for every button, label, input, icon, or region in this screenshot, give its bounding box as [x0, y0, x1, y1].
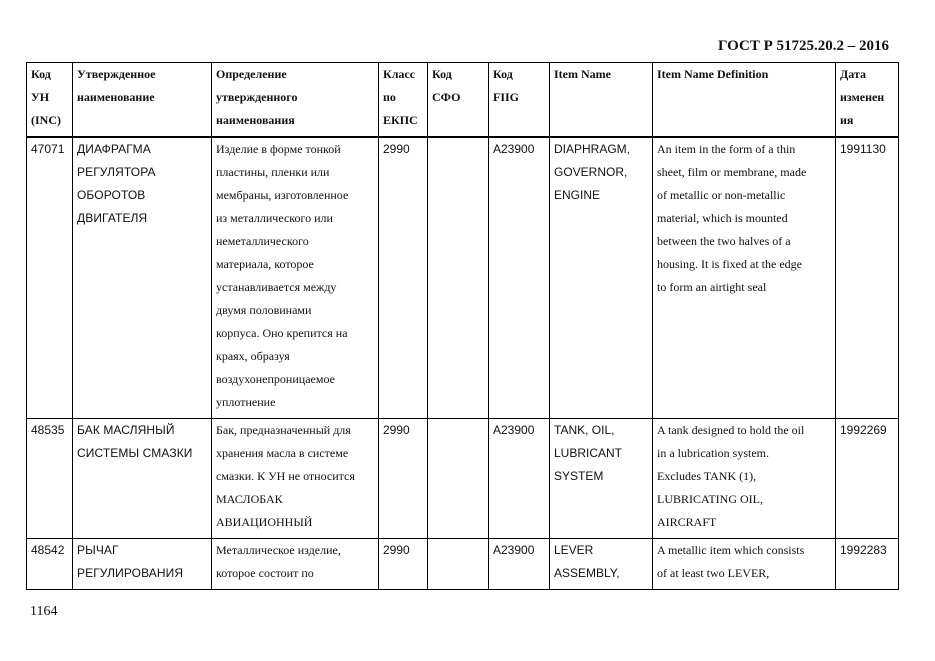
cell-item-definition — [653, 137, 836, 419]
cell-class — [379, 137, 428, 419]
header-line: Код — [432, 67, 452, 81]
table-row — [27, 137, 899, 419]
cell-line: которое состоит по — [216, 566, 314, 580]
header-line: Код — [493, 67, 513, 81]
cell-line: РЕГУЛЯТОРА — [77, 165, 156, 179]
cell-definition — [212, 419, 379, 539]
cell-line: in a lubrication system. — [657, 446, 769, 460]
cell-value: 2990 — [383, 423, 410, 437]
cell-line: краях, образуя — [216, 349, 290, 363]
cell-line: воздухонепроницаемое — [216, 372, 335, 386]
cell-line: СИСТЕМЫ СМАЗКИ — [77, 446, 193, 460]
header-item-definition — [653, 63, 836, 138]
cell-change-date — [836, 419, 899, 539]
cell-fiig — [489, 419, 550, 539]
header-line: ия — [840, 113, 854, 127]
header-line: Дата — [840, 67, 866, 81]
cell-line: sheet, film or membrane, made — [657, 165, 807, 179]
cell-line: АВИАЦИОННЫЙ — [216, 515, 313, 529]
header-line: Класс — [383, 67, 416, 81]
header-inc — [27, 63, 73, 138]
cell-value: 1992269 — [840, 423, 887, 437]
cell-line: Бак, предназначенный для — [216, 423, 351, 437]
cell-line: Excludes TANK (1), — [657, 469, 757, 483]
specification-table — [26, 62, 899, 590]
header-line: ЕКПС — [383, 113, 418, 127]
cell-definition — [212, 539, 379, 590]
cell-line: DIAPHRAGM, — [554, 142, 631, 156]
cell-inc — [27, 419, 73, 539]
cell-line: БАК МАСЛЯНЫЙ — [77, 423, 175, 437]
header-approved-name — [73, 63, 212, 138]
cell-value: 2990 — [383, 543, 410, 557]
cell-item-name — [550, 137, 653, 419]
cell-line: хранения масла в системе — [216, 446, 349, 460]
header-change-date — [836, 63, 899, 138]
cell-line: housing. It is fixed at the edge — [657, 257, 802, 271]
header-line: изменен — [840, 90, 885, 104]
cell-line: ENGINE — [554, 188, 601, 202]
header-sfo — [428, 63, 489, 138]
header-line: FIIG — [493, 90, 520, 104]
cell-item-definition — [653, 539, 836, 590]
cell-line: МАСЛОБАК — [216, 492, 283, 506]
cell-line: двумя половинами — [216, 303, 312, 317]
cell-line: ASSEMBLY, — [554, 566, 620, 580]
cell-value: A23900 — [493, 423, 535, 437]
cell-line: неметаллического — [216, 234, 309, 248]
cell-item-name — [550, 419, 653, 539]
cell-line: РЫЧАГ — [77, 543, 119, 557]
cell-line: A metallic item which consists — [657, 543, 805, 557]
cell-line: уплотнение — [216, 395, 276, 409]
header-definition — [212, 63, 379, 138]
header-line: УН — [31, 90, 50, 104]
header-line: утвержденного — [216, 90, 298, 104]
cell-change-date — [836, 539, 899, 590]
header-line: Утвержденное — [77, 67, 156, 81]
header-line: Код — [31, 67, 51, 81]
header-row — [27, 63, 899, 138]
cell-line: AIRCRAFT — [657, 515, 717, 529]
header-line: СФО — [432, 90, 461, 104]
page-number: 1164 — [30, 604, 58, 619]
cell-item-definition — [653, 419, 836, 539]
cell-line: мембраны, изготовленное — [216, 188, 349, 202]
cell-line: Металлическое изделие, — [216, 543, 341, 557]
cell-line: ДИАФРАГМА — [77, 142, 151, 156]
cell-line: РЕГУЛИРОВАНИЯ — [77, 566, 184, 580]
cell-line: корпуса. Оно крепится на — [216, 326, 348, 340]
header-item-name — [550, 63, 653, 138]
table-body — [27, 137, 899, 590]
header-line: наименования — [216, 113, 295, 127]
cell-line: An item in the form of a thin — [657, 142, 796, 156]
header-line: Определение — [216, 67, 287, 81]
cell-line: of metallic or non-metallic — [657, 188, 786, 202]
header-fiig — [489, 63, 550, 138]
cell-line: LEVER — [554, 543, 594, 557]
cell-value: A23900 — [493, 543, 535, 557]
table-row — [27, 539, 899, 590]
cell-fiig — [489, 137, 550, 419]
header-line: наименование — [77, 90, 155, 104]
cell-line: LUBRICATING OIL, — [657, 492, 763, 506]
cell-inc — [27, 137, 73, 419]
cell-line: LUBRICANT — [554, 446, 623, 460]
header-class — [379, 63, 428, 138]
cell-line: between the two halves of a — [657, 234, 791, 248]
cell-value: 1991130 — [840, 142, 886, 156]
cell-line: ОБОРОТОВ — [77, 188, 146, 202]
cell-class — [379, 539, 428, 590]
cell-value: 2990 — [383, 142, 410, 156]
cell-sfo — [428, 419, 489, 539]
cell-sfo — [428, 137, 489, 419]
cell-value: A23900 — [493, 142, 535, 156]
cell-approved-name — [73, 137, 212, 419]
cell-line: to form an airtight seal — [657, 280, 767, 294]
cell-approved-name — [73, 419, 212, 539]
document-standard-title: ГОСТ Р 51725.20.2 – 2016 — [717, 38, 889, 54]
cell-line: пластины, пленки или — [216, 165, 330, 179]
cell-line: ДВИГАТЕЛЯ — [77, 211, 148, 225]
table-row — [27, 419, 899, 539]
cell-line: устанавливается между — [216, 280, 337, 294]
cell-line: GOVERNOR, — [554, 165, 628, 179]
cell-line: A tank designed to hold the oil — [657, 423, 805, 437]
cell-value: 47071 — [31, 142, 65, 156]
cell-line: SYSTEM — [554, 469, 604, 483]
cell-value: 48535 — [31, 423, 65, 437]
table-header — [27, 63, 899, 138]
cell-inc — [27, 539, 73, 590]
cell-fiig — [489, 539, 550, 590]
cell-value: 48542 — [31, 543, 65, 557]
cell-line: из металлического или — [216, 211, 333, 225]
header-line: (INC) — [31, 113, 61, 127]
cell-approved-name — [73, 539, 212, 590]
cell-definition — [212, 137, 379, 419]
cell-value: 1992283 — [840, 543, 887, 557]
cell-line: Изделие в форме тонкой — [216, 142, 341, 156]
cell-line: материала, которое — [216, 257, 314, 271]
cell-line: of at least two LEVER, — [657, 566, 770, 580]
cell-class — [379, 419, 428, 539]
header-line: Item Name Definition — [657, 67, 769, 81]
header-line: Item Name — [554, 67, 611, 81]
cell-item-name — [550, 539, 653, 590]
cell-line: смазки. К УН не относится — [216, 469, 355, 483]
cell-sfo — [428, 539, 489, 590]
header-line: по — [383, 90, 396, 104]
cell-change-date — [836, 137, 899, 419]
cell-line: material, which is mounted — [657, 211, 788, 225]
cell-line: TANK, OIL, — [554, 423, 615, 437]
